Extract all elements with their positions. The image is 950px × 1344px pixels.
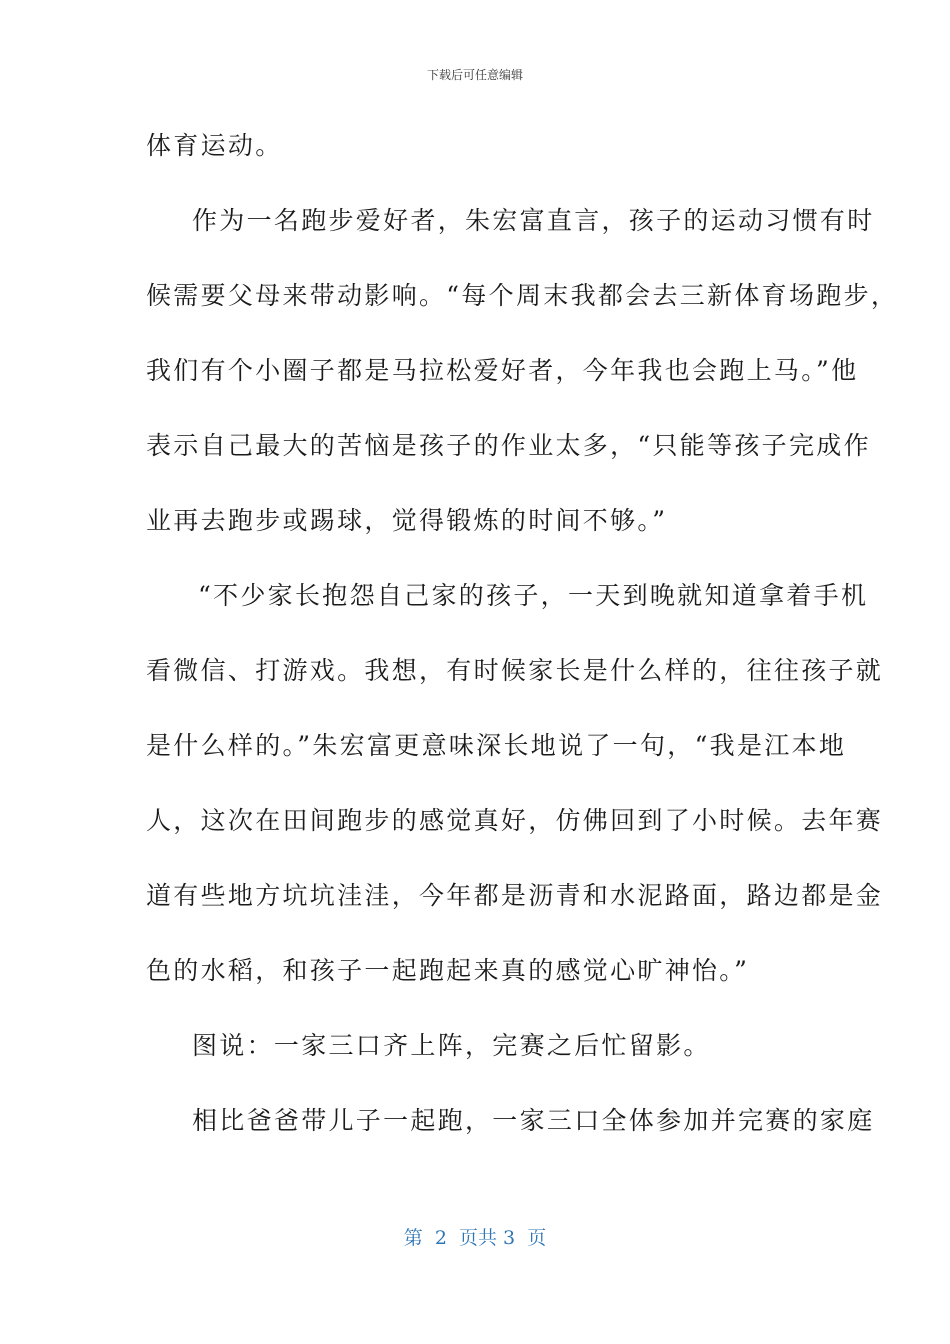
page-number-footer: 第 2 页共 3 页 — [403, 1227, 547, 1249]
text-line: 体育运动。 — [146, 131, 283, 160]
text-line: 相比爸爸带儿子一起跑，一家三口全体参加并完赛的家庭 — [192, 1106, 875, 1135]
page-header: 下载后可任意编辑 — [426, 68, 523, 82]
text-line: “不少家长抱怨自己家的孩子，一天到晚就知道拿着手机 — [198, 581, 869, 610]
text-line: 表示自己最大的苦恼是孩子的作业太多，“只能等孩子完成作 — [146, 431, 871, 460]
text-line: 候需要父母来带动影响。“每个周末我都会去三新体育场跑步， — [146, 281, 899, 310]
text-line: 道有些地方坑坑洼洼，今年都是沥青和水泥路面，路边都是金 — [146, 881, 884, 910]
text-line: 作为一名跑步爱好者，朱宏富直言，孩子的运动习惯有时 — [192, 206, 875, 235]
text-line: 我们有个小圈子都是马拉松爱好者，今年我也会跑上马。”他 — [146, 356, 859, 385]
text-line: 业再去跑步或踢球，觉得锻炼的时间不够。” — [146, 506, 668, 535]
text-line: 人，这次在田间跑步的感觉真好，仿佛回到了小时候。去年赛 — [146, 806, 884, 835]
text-line: 色的水稻，和孩子一起跑起来真的感觉心旷神怡。” — [146, 956, 750, 985]
document-body — [146, 126, 899, 1176]
caption-line: 图说：一家三口齐上阵，完赛之后忙留影。 — [192, 1031, 711, 1060]
text-line: 是什么样的。”朱宏富更意味深长地说了一句，“我是江本地 — [146, 731, 847, 760]
text-line: 看微信、打游戏。我想，有时候家长是什么样的，往往孩子就 — [146, 656, 884, 685]
